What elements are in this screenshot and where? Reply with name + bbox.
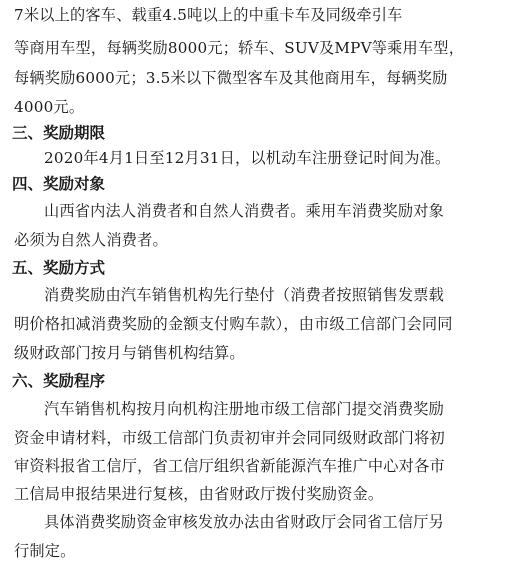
reward-standard-line-1: 7米以上的客车、载重4.5吨以上的中重卡车及同级牵引车 bbox=[14, 6, 403, 24]
period-text-line-1: 2020年4月1日至12月31日，以机动车注册登记时间为准。 bbox=[44, 149, 451, 167]
procedure-text-line-3: 审资料报省工信厅，省工信厅组织省新能源汽车推广中心对各市 bbox=[14, 457, 445, 475]
reward-standard-line-2: 等商用车型，每辆奖励8000元；轿车、SUV及MPV等乘用车型， bbox=[14, 39, 465, 57]
closing-text-line-2: 行制定。 bbox=[14, 542, 76, 560]
period-heading: 三、奖励期限 bbox=[12, 124, 106, 142]
target-heading: 四、奖励对象 bbox=[12, 175, 106, 193]
method-text-line-3: 级财政部门按月与销售机构结算。 bbox=[14, 344, 245, 362]
procedure-heading: 六、奖励程序 bbox=[12, 372, 106, 390]
closing-text-line-1: 具体消费奖励资金审核发放办法由省财政厅会同省工信厅另 bbox=[44, 513, 445, 531]
method-text-line-2: 明价格扣减消费奖励的金额支付购车款），由市级工信部门会同同 bbox=[14, 315, 453, 333]
reward-standard-line-3: 每辆奖励6000元；3.5米以下微型客车及其他商用车，每辆奖励 bbox=[14, 69, 448, 87]
method-text-line-1: 消费奖励由汽车销售机构先行垫付（消费者按照销售发票载 bbox=[44, 286, 445, 304]
procedure-text-line-1: 汽车销售机构按月向机构注册地市级工信部门提交消费奖励 bbox=[44, 400, 445, 418]
target-text-line-2: 必须为自然人消费者。 bbox=[14, 231, 168, 249]
reward-standard-line-4: 4000元。 bbox=[14, 98, 85, 116]
procedure-text-line-4: 工信局申报结果进行复核，由省财政厅拨付奖励资金。 bbox=[14, 485, 384, 503]
method-heading: 五、奖励方式 bbox=[12, 259, 106, 277]
target-text-line-1: 山西省内法人消费者和自然人消费者。乘用车消费奖励对象 bbox=[44, 202, 445, 220]
procedure-text-line-2: 资金申请材料，市级工信部门负责初审并会同同级财政部门将初 bbox=[14, 429, 445, 447]
